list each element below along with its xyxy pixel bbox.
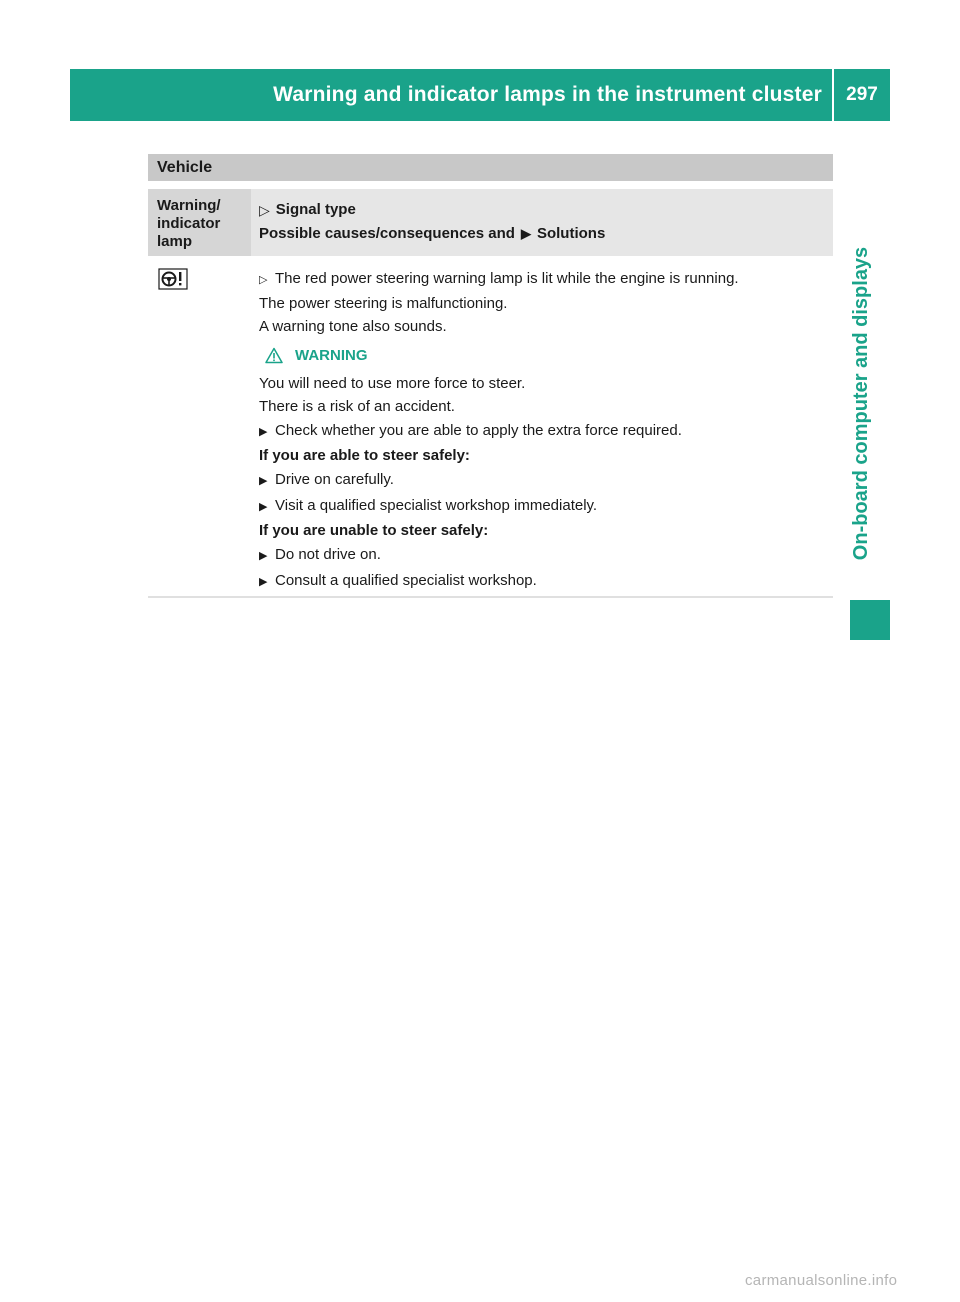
section-title: Vehicle <box>148 154 833 181</box>
table-bottom-rule <box>148 596 833 598</box>
list-item <box>259 419 833 444</box>
cause-text: The power steering is malfunctioning. <box>259 295 508 312</box>
subheading: If you are unable to steer safely: <box>259 522 489 539</box>
warning-heading <box>265 345 833 366</box>
chapter-label: On-board computer and displays <box>850 246 873 560</box>
power-steering-warning-icon <box>158 268 188 290</box>
step-text: Visit a qualified specialist workshop immediately. <box>275 497 598 514</box>
step-text: Check whether you are able to apply the extra force required. <box>275 422 682 439</box>
page-header <box>70 69 890 121</box>
lamp-cell <box>148 266 251 594</box>
step-arrow-icon: ▶ <box>259 550 268 562</box>
step-arrow-icon: ▶ <box>259 426 268 438</box>
page-title: Warning and indicator lamps in the instrument cluster <box>273 83 822 106</box>
warning-lamp-table <box>148 189 833 594</box>
warning-text: You will need to use more force to steer. <box>259 375 526 392</box>
list-item <box>259 494 833 519</box>
chapter-marker-block <box>850 600 890 640</box>
column-header-lamp: Warning/ indicator lamp <box>148 189 251 256</box>
signal-type-label: Signal type <box>275 201 356 218</box>
signal-arrow-icon: ▷ <box>259 274 268 286</box>
step-text: Consult a qualified specialist workshop. <box>275 572 537 589</box>
info-cell <box>251 266 833 594</box>
subheading: If you are able to steer safely: <box>259 447 470 464</box>
step-text: Drive on carefully. <box>275 471 394 488</box>
step-arrow-icon: ▶ <box>259 501 268 513</box>
step-arrow-icon: ▶ <box>259 576 268 588</box>
cause-text: A warning tone also sounds. <box>259 318 447 335</box>
column-header-info <box>251 189 833 256</box>
causes-label: Possible causes/consequences and <box>259 225 515 242</box>
solutions-label: Solutions <box>536 225 606 242</box>
warning-text: There is a risk of an accident. <box>259 398 455 415</box>
warning-label: WARNING <box>295 347 368 364</box>
warning-triangle-icon <box>265 347 283 364</box>
chapter-side-tab <box>838 218 886 588</box>
list-item <box>259 468 833 493</box>
solutions-arrow-icon: ▶ <box>520 226 531 241</box>
list-item <box>259 569 833 594</box>
step-text: Do not drive on. <box>275 546 381 563</box>
step-arrow-icon: ▶ <box>259 475 268 487</box>
table-header <box>148 189 833 256</box>
list-item <box>259 543 833 568</box>
signal-type-arrow-icon: ▷ <box>259 202 270 218</box>
table-row <box>148 256 833 594</box>
signal-text: The red power steering warning lamp is lit while the engine is running. <box>275 270 739 287</box>
watermark: carmanualsonline.info <box>745 1272 898 1289</box>
page-number: 297 <box>846 84 878 105</box>
